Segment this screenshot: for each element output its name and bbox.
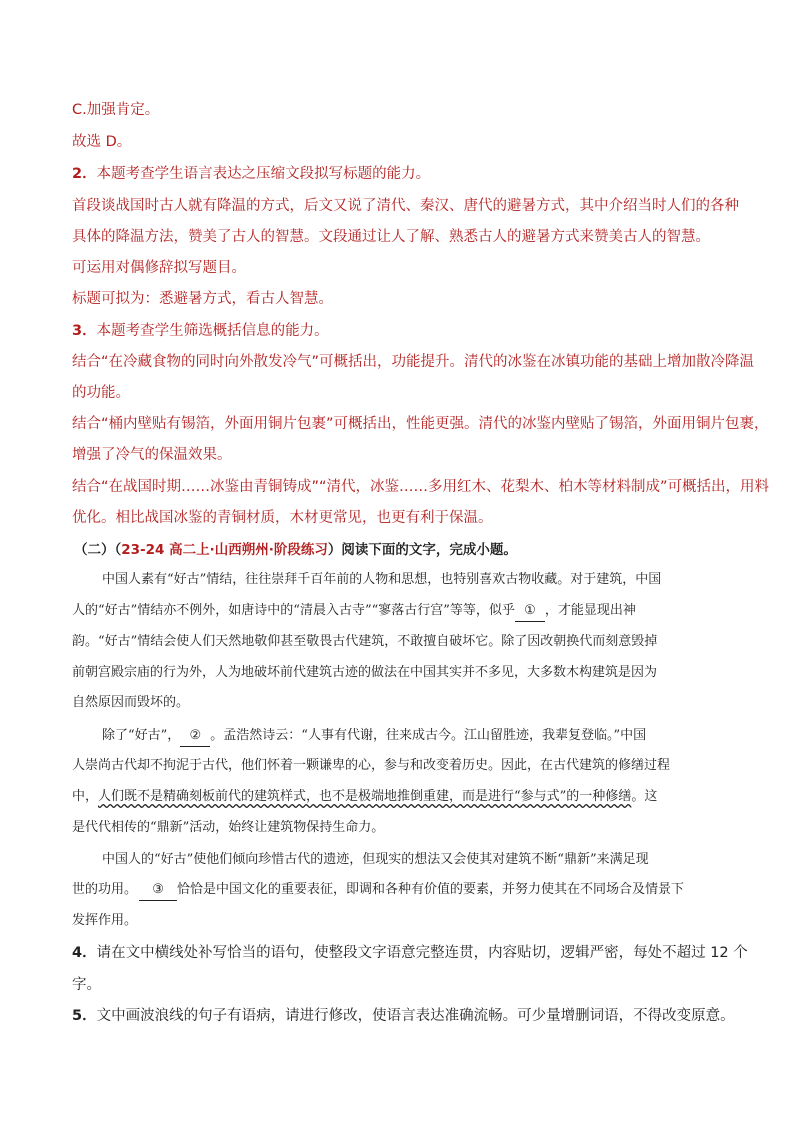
answer-2-para1-line1: 首段谈战国时古人就有降温的方式，后文又说了清代、秦汉、唐代的避暑方式，其中介绍当时人们的各种 — [72, 198, 739, 214]
question-number: 3． — [72, 323, 97, 339]
passage-p1-line3: 韵。“好古”情结会使人们天然地敬仰甚至敬畏古代建筑，不敢擅自破坏它。除了因改朝换代而刻意毁掉 — [72, 634, 658, 649]
wavy-underlined-sentence: 人们既不是精确刻板前代的建筑样式，也不是极端地推倒重建，而是进行“参与式”的一种修缮 — [98, 789, 632, 804]
passage-p3-line2: 世的功用。 — [72, 882, 138, 897]
passage-text: 。孟浩然诗云：“人事有代谢，往来成古今。江山留胜迹，我辈复登临。”中国 — [210, 728, 647, 743]
passage-p1-line5: 自然原因而毁坏的。 — [72, 695, 190, 710]
passage-text: 。这 — [631, 789, 658, 804]
question-number: 4． — [72, 945, 97, 961]
question-text: 文中画波浪线的句子有语病，请进行修改，使语言表达准确流畅。可少量增删词语，不得改变原意。 — [96, 1008, 735, 1024]
passage-p3-line4: 发挥作用。 — [72, 913, 138, 928]
answer-heading-text: 本题考查学生筛选概括信息的能力。 — [96, 323, 329, 339]
passage-text: 除了“好古”， — [102, 728, 181, 743]
question-5-line1 — [72, 1006, 735, 1026]
answer-3-point-b-line1: 结合“桶内壁贴有锡箔，外面用铜片包裹”可概括出，性能更强。清代的冰鉴内壁贴了锡箔，外面用铜片包裹， — [72, 416, 769, 432]
section-header — [74, 540, 517, 560]
answer-3-heading — [72, 321, 329, 341]
passage-p2-line1 — [102, 726, 646, 747]
answer-3-point-a-line2: 的功能。 — [72, 385, 130, 401]
answer-3-point-c-line2: 优化。相比战国冰鉴的青铜材质，木材更常见，也更有利于保温。 — [72, 510, 493, 526]
passage-p1-line1: 中国人素有“好古”情结，往往崇拜千百年前的人物和思想，也特别喜欢古物收藏。对于建筑，中国 — [102, 572, 662, 587]
passage-text: ，才能显现出神 — [544, 603, 636, 618]
section-source: 23-24 高二上·山西朔州·阶段练习 — [121, 542, 328, 558]
answer-3-point-a-line1: 结合“在冷藏食物的同时向外散发冷气”可概括出，功能提升。清代的冰鉴在冰镇功能的基础上增加散冷降温 — [72, 354, 755, 370]
answer-2-para2: 可运用对偶修辞拟写题目。 — [72, 260, 246, 276]
answer-c-line: C.加强肯定。 — [72, 102, 160, 118]
answer-2-para1-line2: 具体的降温方法，赞美了古人的智慧。文段通过让人了解、熟悉古人的避暑方式来赞美古人的智慧。 — [72, 229, 710, 245]
blank-3: ③ — [139, 880, 177, 901]
answer-2-heading — [72, 164, 430, 184]
blank-2: ② — [180, 726, 210, 747]
question-text: 请在文中横线处补写恰当的语句，使整段文字语意完整连贯，内容贴切，逻辑严密，每处不超过 12 个 — [96, 945, 748, 961]
answer-heading-text: 本题考查学生语言表达之压缩文段拟写标题的能力。 — [96, 166, 431, 182]
passage-text: 中， — [72, 789, 99, 804]
passage-p2-line4: 是代代相传的“鼎新”活动，始终让建筑物保持生命力。 — [72, 820, 385, 835]
answer-3-point-b-line2: 增强了冷气的保温效果。 — [72, 447, 232, 463]
section-suffix: ）阅读下面的文字，完成小题。 — [327, 542, 517, 558]
passage-p1-line4: 前朝宫殿宗庙的行为外，人为地破坏前代建筑古迹的做法在中国其实并不多见，大多数木构建筑是因为 — [72, 665, 658, 680]
passage-text: 人的“好古”情结亦不例外，如唐诗中的“清晨入古寺”“寥落古行宫”等等，似乎 — [72, 603, 515, 618]
question-4-line1 — [72, 943, 748, 963]
answer-3-point-c-line1: 结合“在战国时期……冰鉴由青铜铸成”“清代，冰鉴……多用红木、花梨木、柏木等材料制成”可概括出，用料 — [72, 479, 770, 495]
question-4-line2: 字。 — [72, 977, 101, 993]
question-number: 5． — [72, 1008, 97, 1024]
section-prefix: （二）（ — [74, 542, 122, 558]
passage-p1-line2 — [72, 601, 636, 622]
passage-p3-line1: 中国人的“好古”使他们倾向珍惜古代的遗迹，但现实的想法又会使其对建筑不断“鼎新”来满足现 — [102, 852, 649, 867]
answer-2-para3: 标题可拟为：悉避暑方式，看古人智慧。 — [72, 291, 333, 307]
passage-text: 恰恰是中国文化的重要表征，即调和各种有价值的要素，并努力使其在不同场合及情景下 — [177, 882, 685, 897]
passage-p2-line3 — [72, 787, 657, 807]
blank-1: ① — [515, 601, 545, 622]
answer-d-line: 故选 D。 — [72, 134, 132, 150]
question-number: 2． — [72, 166, 97, 182]
passage-p2-line2: 人崇尚古代却不拘泥于古代，他们怀着一颗谦卑的心，参与和改变着历史。因此，在古代建筑的修缮过程 — [72, 758, 671, 773]
passage-p3-line3 — [139, 880, 684, 901]
